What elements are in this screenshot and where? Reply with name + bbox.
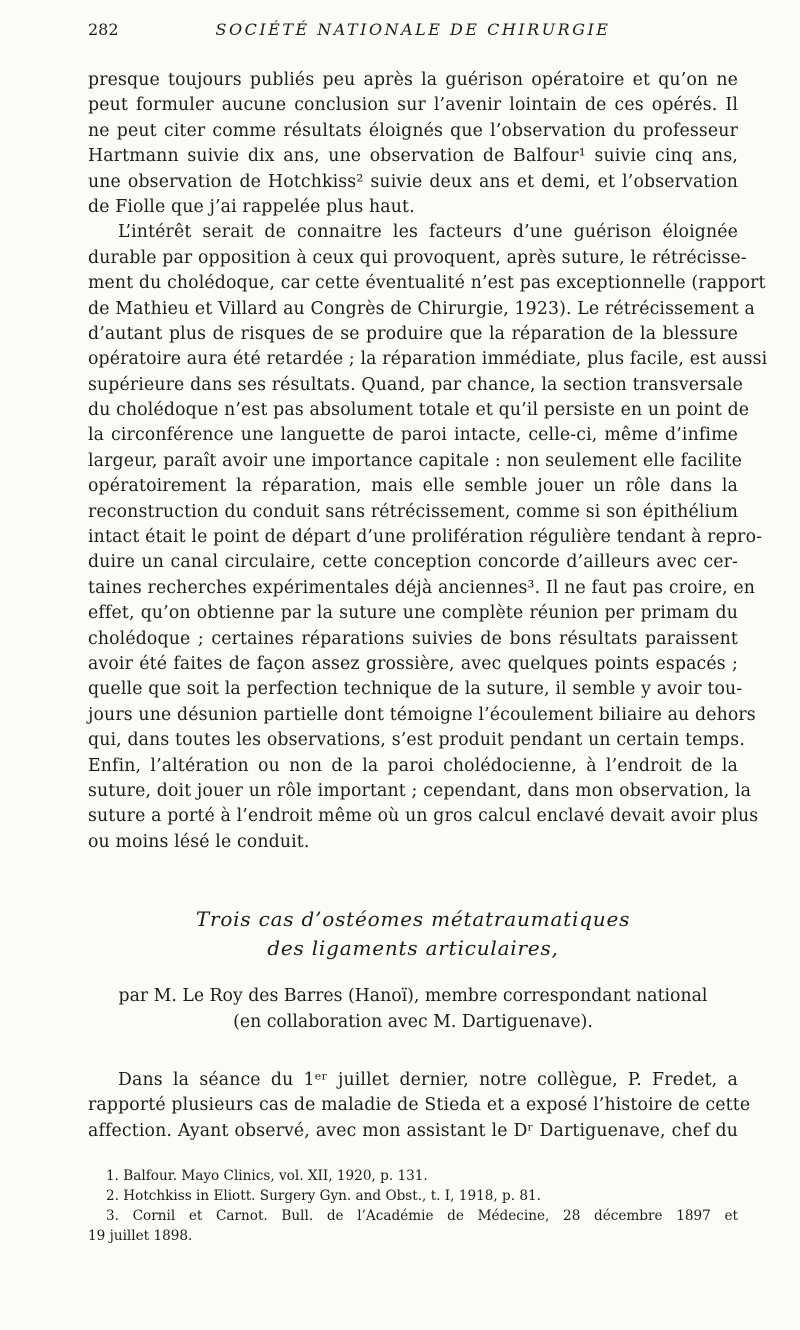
article-title-line: des ligaments articulaires, bbox=[267, 936, 559, 960]
text-line: supérieure dans ses résultats. Quand, par chance, la section transversale bbox=[88, 374, 744, 395]
text-line: reconstruction du conduit sans rétrécissement, comme si son épithélium bbox=[88, 501, 738, 522]
text-line: de Fiolle que j’ai rappelée plus haut. bbox=[88, 196, 415, 217]
text-line: une observation de Hotchkiss² suivie deux ans et demi, et l’observation bbox=[88, 171, 738, 192]
text-line: Hartmann suivie dix ans, une observation de Balfour¹ suivie cinq ans, bbox=[88, 146, 738, 167]
text-line: suture, doit jouer un rôle important ; cependant, dans mon observation, la bbox=[88, 780, 752, 801]
article-byline bbox=[88, 983, 738, 1035]
text-line: ne peut citer comme résultats éloignés que l’observation du professeur bbox=[88, 120, 738, 141]
page-number: 282 bbox=[88, 20, 119, 39]
text-line: Enfin, l’altération ou non de la paroi cholédocienne, à l’endroit de la bbox=[88, 755, 738, 776]
text-line: effet, qu’on obtienne par la suture une complète réunion per primam du bbox=[88, 603, 738, 624]
text-line: ou moins lésé le conduit. bbox=[88, 831, 310, 852]
text-line: intact était le point de départ d’une prolifération régulière tendant à repro- bbox=[88, 527, 763, 548]
footnote: 1. Balfour. Mayo Clinics, vol. XII, 1920, p. 131. bbox=[106, 1168, 428, 1184]
byline-line: par M. Le Roy des Barres (Hanoï), membre correspondant national bbox=[118, 986, 708, 1006]
text-line: Dans la séance du 1ᵉʳ juillet dernier, notre collègue, P. Fredet, a bbox=[118, 1070, 738, 1090]
text-line: rapporté plusieurs cas de maladie de Stieda et a exposé l’histoire de cette bbox=[88, 1095, 751, 1116]
text-line: jours une désunion partielle dont témoigne l’écoulement biliaire au dehors bbox=[88, 704, 756, 725]
text-line: opératoirement la réparation, mais elle semble jouer un rôle dans la bbox=[88, 476, 738, 497]
text-line: ment du cholédoque, car cette éventualité n’est pas exceptionnelle (rapport bbox=[88, 273, 766, 294]
article-intro bbox=[88, 1068, 751, 1144]
text-line: du cholédoque n’est pas absolument totale et qu’il persiste en un point de bbox=[88, 400, 750, 421]
text-line: taines recherches expérimentales déjà anciennes³. Il ne faut pas croire, en bbox=[88, 577, 756, 598]
footnote: 2. Hotchkiss in Eliott. Surgery Gyn. and Obst., t. I, 1918, p. 81. bbox=[106, 1188, 542, 1204]
text-line: la circonférence une languette de paroi intacte, celle-ci, même d’infime bbox=[88, 425, 738, 446]
text-line: cholédoque ; certaines réparations suivies de bons résultats paraissent bbox=[88, 628, 738, 649]
text-line: opératoire aura été retardée ; la réparation immédiate, plus facile, est aussi bbox=[88, 349, 768, 370]
text-line: duire un canal circulaire, cette conception concorde d’ailleurs avec cer- bbox=[88, 552, 738, 573]
byline-line: (en collaboration avec M. Dartiguenave). bbox=[233, 1012, 593, 1032]
running-head bbox=[88, 20, 738, 44]
text-line: de Mathieu et Villard au Congrès de Chirurgie, 1923). Le rétrécissement a bbox=[88, 298, 755, 319]
article-title-line: Trois cas d’ostéomes métatraumatiques bbox=[195, 907, 631, 931]
text-line: d’autant plus de risques de se produire que la réparation de la blessure bbox=[88, 323, 738, 344]
footnote: 19 juillet 1898. bbox=[88, 1228, 193, 1244]
text-line: durable par opposition à ceux qui provoquent, après suture, le rétrécisse- bbox=[88, 247, 747, 268]
text-line: suture a porté à l’endroit même où un gros calcul enclavé devait avoir plus bbox=[88, 806, 759, 827]
text-line: quelle que soit la perfection technique de la suture, il semble y avoir tou- bbox=[88, 679, 743, 700]
footnote: 3. Cornil et Carnot. Bull. de l’Académie de Médecine, 28 décembre 1897 et bbox=[106, 1208, 738, 1224]
text-line: L’intérêt serait de connaitre les facteurs d’une guérison éloignée bbox=[118, 222, 738, 243]
text-line: avoir été faites de façon assez grossière, avec quelques points espacés ; bbox=[88, 653, 738, 674]
footnotes bbox=[88, 1166, 738, 1246]
text-line: presque toujours publiés peu après la guérison opératoire et qu’on ne bbox=[88, 70, 738, 90]
body-text bbox=[88, 68, 768, 855]
article-title bbox=[88, 905, 738, 963]
text-line: affection. Ayant observé, avec mon assistant le Dʳ Dartiguenave, chef du bbox=[88, 1120, 738, 1141]
text-line: largeur, paraît avoir une importance capitale : non seulement elle facilite bbox=[88, 450, 742, 471]
text-line: peut formuler aucune conclusion sur l’avenir lointain de ces opérés. Il bbox=[88, 95, 738, 116]
text-line: qui, dans toutes les observations, s’est produit pendant un certain temps. bbox=[88, 730, 745, 751]
journal-title: SOCIÉTÉ NATIONALE DE CHIRURGIE bbox=[215, 20, 611, 39]
